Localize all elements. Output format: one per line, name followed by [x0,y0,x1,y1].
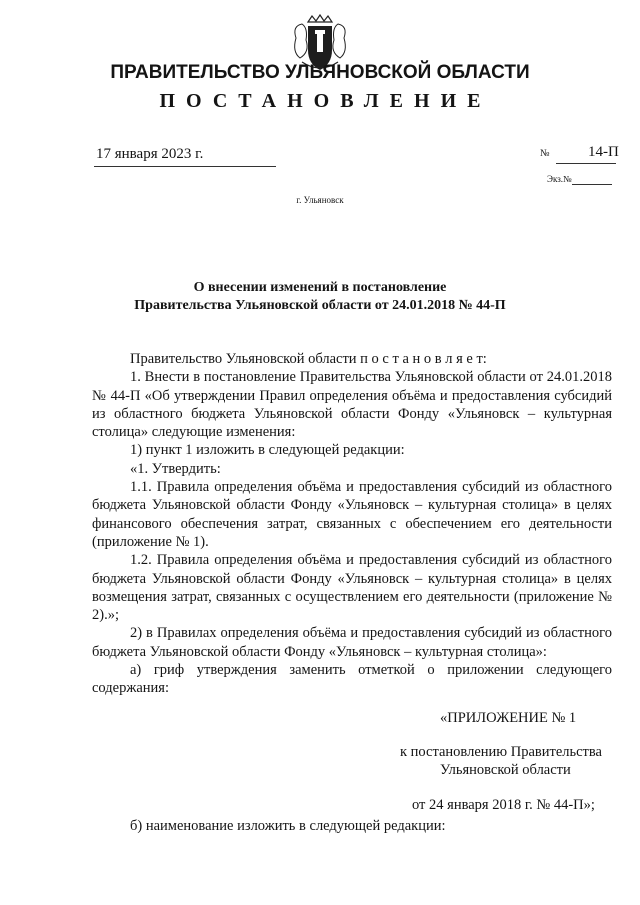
document-title-line-2: Правительства Ульяновской области от 24.01.2018 № 44-П [134,298,506,313]
government-name: ПРАВИТЕЛЬСТВО УЛЬЯНОВСКОЙ ОБЛАСТИ [110,62,530,83]
paragraph-1: 1. Внести в постановление Правительства Ульяновской области от 24.01.2018 № 44-П «Об утверждении Правил определения объёма и предоставления субсидий из областного бюджета Ульяновской области Фонду «Ульяновск – культурная столица» следующие изменения: [92,369,612,441]
paragraph-item-a: а) гриф утверждения заменить отметкой о приложении следующего содержания: [92,662,612,697]
paragraph-1-2: 1.2. Правила определения объёма и предоставления субсидий из областного бюджета Ульяновской области Фонду «Ульяновск – культурная столица» в целях возмещения затрат, связанных с осуществлением его деятельности (приложение № 2).»; [92,552,612,624]
document-body [92,350,612,698]
date-underline [94,166,276,167]
annex-line-4: от 24 января 2018 г. № 44-П»; [412,797,595,813]
paragraph-item-2: 2) в Правилах определения объёма и предоставления субсидий из областного бюджета Ульяновской области Фонду «Ульяновск – культурная столица»: [92,625,612,660]
document-title-line-1: О внесении изменений в постановление [193,280,447,295]
paragraph-1-1: 1.1. Правила определения объёма и предоставления субсидий из областного бюджета Ульяновской области Фонду «Ульяновск – культурная столица» в целях финансового обеспечения затрат, связанных с обеспечением его деятельности (приложение № 1). [92,479,612,550]
number-underline [556,163,616,164]
annex-line-3: Ульяновской области [440,762,571,778]
copy-underline [572,184,612,185]
document-number: 14-П [588,144,619,160]
annex-line-2: к постановлению Правительства [400,744,602,760]
document-type: ПОСТАНОВЛЕНИЕ [159,90,492,112]
copy-label: Экз.№ [547,174,572,184]
annex-heading: «ПРИЛОЖЕНИЕ № 1 [440,710,577,726]
city: г. Ульяновск [296,195,344,205]
paragraph-item-b: б) наименование изложить в следующей редакции: [130,818,446,834]
paragraph-approve: «1. Утвердить: [130,460,221,477]
paragraph-preamble: Правительство Ульяновской области п о с т а н о в л я е т: [130,351,487,367]
paragraph-item-1: 1) пункт 1 изложить в следующей редакции: [130,442,405,459]
document-date: 17 января 2023 г. [96,146,204,162]
number-label: № [540,148,550,159]
